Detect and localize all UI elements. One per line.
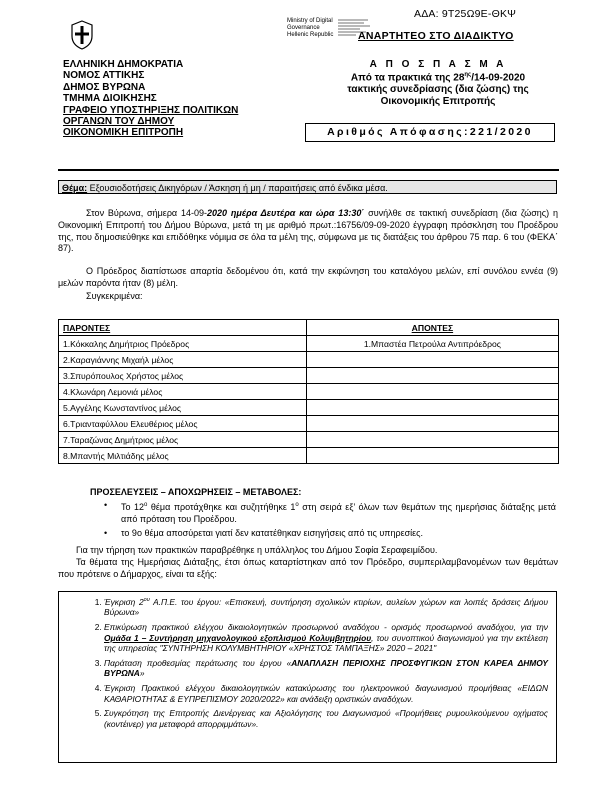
signature-line-1: Ministry of Digital [287,18,333,24]
changes-title: ΠΡΟΣΕΛΕΥΣΕΙΣ – ΑΠΟΧΩΡΗΣΕΙΣ – ΜΕΤΑΒΟΛΕΣ: [90,487,302,497]
issuer-line: ΝΟΜΟΣ ΑΤΤΙΚΗΣ [63,70,145,82]
present-member: 2.Καραγιάννης Μιχαήλ μέλος [59,352,307,368]
table-row [59,448,559,464]
decision-number: Αριθμός Απόφασης:221/2020 [305,123,555,142]
table-row [59,416,559,432]
digital-signature-block [287,18,333,39]
table-row [59,432,559,448]
extract-header [318,59,558,107]
absent-header: ΑΠΟΝΤΕΣ [306,320,558,336]
issuer-line: ΟΡΓΑΝΩΝ ΤΟΥ ΔΗΜΟΥ [63,116,175,128]
session-line: τακτικής συνεδρίασης (δια ζώσης) της [347,84,529,96]
present-member: 8.Μπαντής Μιλτιάδης μέλος [59,448,307,464]
agenda-box [58,591,557,763]
table-row [59,336,559,352]
list-item: • Το $12^o$ θέμα προτάχθηκε και συζητήθηκε $1^o$ στη σειρά εξ’ όλων των θεμάτων της ημερήσιας διάταξης μετά από πρόταση του Προέδρου. [104,500,556,526]
issuer-line: ΤΜΗΜΑ ΔΙΟΙΚΗΣΗΣ [63,93,157,105]
present-member: 5.Αγγέλης Κωνσταντίνος μέλος [59,400,307,416]
committee-line: Οικονομικής Επιτροπής [380,95,496,107]
posted-online-label: ΑΝΑΡΤΗΤΕΟ ΣΤΟ ΔΙΑΔΙΚΤΥΟ [358,30,514,42]
minutes-line: Από τα πρακτικά της $28^{\eta\varsigma}/14-09-2020$ [350,72,526,84]
agenda-item: 4. Έγκριση Πρακτικού ελέγχου δικαιολογητικών κατακύρωσης του ηλεκτρονικού διαγωνισμού προμήθειας «ΕΙΔΩΝ ΚΑΘΑΡΙΟΤΗΤΑΣ & ΕΥΠΡΕΠΙΣΜΟΥ 2020/2022» και ανάδειξη οριστικών αναδόχων. [104,683,548,704]
subject-text: Εξουσιοδοτήσεις Δικηγόρων / Άσκηση ή μη / παραιτήσεις από ένδικα μέσα. [87,183,388,193]
table-row [59,384,559,400]
list-item: • το 9ο θέμα αποσύρεται γιατί δεν κατατέθηκαν εισηγήσεις από τις υπηρεσίες. [104,528,556,540]
present-header: ΠΑΡΟΝΤΕΣ [59,320,307,336]
present-member: 7.Ταραζώνας Δημήτριος μέλος [59,432,307,448]
issuer-line: ΔΗΜΟΣ ΒΥΡΩΝΑ [63,81,146,93]
present-member: 4.Κλωνάρη Λεμονιά μέλος [59,384,307,400]
intro-paragraph: Στον Βύρωνα, σήμερα 14-09-2020 ημέρα Δευτέρα και ώρα 13:30΄ συνήλθε σε τακτική συνεδρίαση (δια ζώσης) η Οικονομική Επιτροπή του Δήμου Βύρωνα, μετά τη με αριθμό πρωτ.:16756/09-09-2020 έγγραφη πρόσκληση του Προέδρου της, που δημοσιεύθηκε και επιδόθηκε νόμιμα σε όλα τα μέλη της, σύμφωνα με τις διατάξεις του άρθρου 75 παρ. 6 του (ΦΕΚΑ΄ 87). [58,208,558,254]
agenda-item: 3. Παράταση προθεσμίας περάτωσης του έργου «ΑΝΑΠΛΑΣΗ ΠΕΡΙΟΧΗΣ ΠΡΟΣΦΥΓΙΚΩΝ ΣΤΟΝ ΚΑΡΕΑ ΔΗΜΟΥ ΒΥΡΩΝΑ» [104,658,548,679]
greek-emblem-icon [70,20,94,50]
absent-member: 1.Μπαστέα Πετρούλα Αντιπρόεδρος [306,336,558,352]
present-member: 3.Σπυρόπουλος Χρήστος μέλος [59,368,307,384]
issuer-line: ΟΙΚΟΝΟΜΙΚΗ ΕΠΙΤΡΟΠΗ [63,127,184,139]
issuer-line: ΕΛΛΗΝΙΚΗ ΔΗΜΟΚΡΑΤΙΑ [63,59,184,70]
issuer-block [63,59,238,139]
agenda-intro-paragraph: Τα θέματα της Ημερήσιας Διάταξης, έτσι όπως καταρτίστηκαν από τον Πρόεδρο, συμπεριλαμβανομένων των θεμάτων που πρότεινε ο Δήμαρχος, είναι τα εξής: [58,557,558,579]
table-row [59,368,559,384]
signature-line-2: Governance [287,25,320,31]
present-member: 1.Κόκκαλης Δημήτριος Πρόεδρος [59,336,307,352]
attendance-table [58,319,559,464]
divider [58,169,559,171]
table-row [59,352,559,368]
agenda-item: 5. Συγκρότηση της Επιτροπής Διενέργειας και Αξιολόγησης του Διαγωνισμού «Προμήθειες ρυμουλκούμενου οχήματος (κοντέινερ) για μεταφορά απορριμμάτων». [104,708,548,729]
minutes-keeper-paragraph: Για την τήρηση των πρακτικών παραβρέθηκε η υπάλληλος του Δήμου Σοφία Σεραφειμίδου. [76,545,438,555]
subject-label: Θέμα: [62,183,88,193]
present-member: 6.Τριανταφύλλου Ελευθέριος μέλος [59,416,307,432]
issuer-line: ΓΡΑΦΕΙΟ ΥΠΟΣΤΗΡΙΞΗΣ ΠΟΛΙΤΙΚΩΝ [63,104,239,116]
table-row [59,320,559,336]
agenda-item: 1. Έγκριση $2^{o\upsilon}$ Α.Π.Ε. του έργου: «Επισκευή, συντήρηση σχολικών κτιρίων, αυλείων χώρων και λοιπές δράσεις Δήμου Βύρωνα» [104,595,548,618]
agenda-item: 2. Επικύρωση πρακτικού ελέγχου δικαιολογητικών προσωρινού αναδόχου - ορισμός προσωρινού αναδόχου, για την Ομάδα 1 – Συντήρηση μηχανολογικού εξοπλισμού Κολυμβητηρίου, του συνοπτικού διαγωνισμού για την εκτέλεση της υπηρεσίας "ΣΥΝΤΗΡΗΣΗ ΚΟΛΥΜΒΗΤΗΡΙΟΥ «ΧΡΗΣΤΟΣ ΤΑΜΠΑΞΗΣ» 2020 – 2021" [104,622,548,654]
table-row [59,400,559,416]
subject-line [58,180,557,194]
extract-title: Α Π Ο Σ Π Α Σ Μ Α [369,59,507,70]
changes-list [104,500,556,541]
quorum-paragraph: Ο Πρόεδρος διαπίστωσε απαρτία δεδομένου ότι, κατά την εκφώνηση του καταλόγου μελών, επί συνόλου εννέα (9) μελών παρόντα ήταν (8) μέλη. [58,266,558,288]
specifically-label: Συγκεκριμένα: [86,291,143,301]
ada-code: ΑΔΑ: 9Τ25Ω9Ε-ΘΚΨ [414,8,517,20]
signature-line-3: Hellenic Republic [287,32,334,38]
